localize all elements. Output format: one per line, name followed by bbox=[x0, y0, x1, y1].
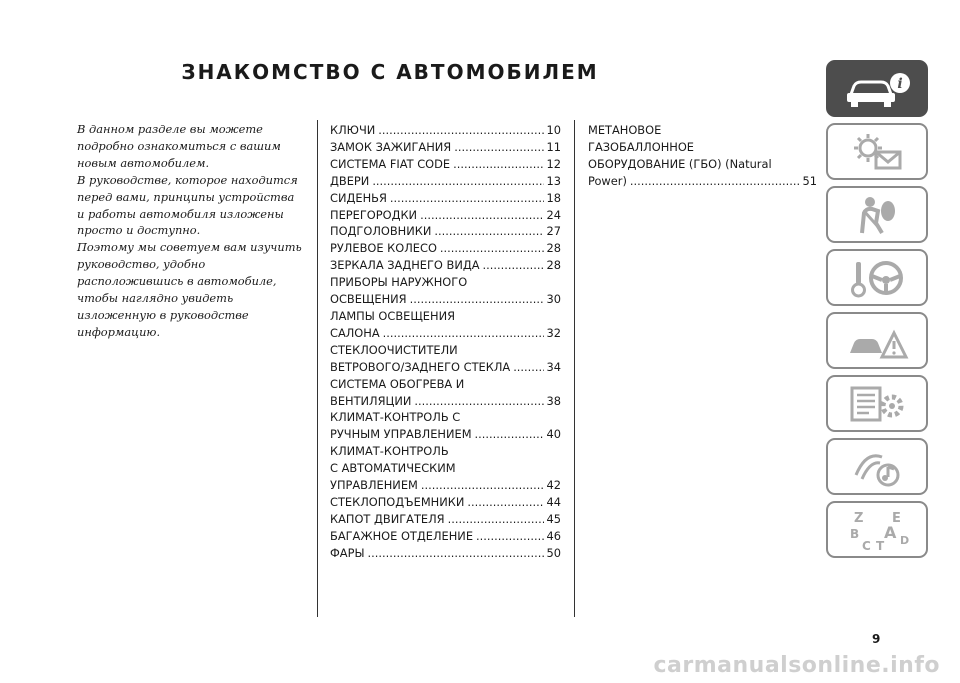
toc-entry-row bbox=[330, 511, 561, 528]
index-letter: T bbox=[876, 538, 885, 552]
intro-paragraph: В руководстве, которое находится перед вами, принципы устройства и работы автомобиля изложены просто и доступно. bbox=[77, 172, 298, 238]
dot-leader bbox=[476, 528, 543, 545]
toc-page-number: 28 bbox=[546, 258, 561, 273]
dot-leader bbox=[414, 393, 543, 410]
dot-leader bbox=[448, 511, 544, 528]
toc-entry-row bbox=[330, 207, 561, 224]
toc-entry-row bbox=[330, 325, 561, 342]
toc-entry[interactable] bbox=[330, 223, 561, 240]
toc-entry[interactable] bbox=[330, 173, 561, 190]
intro-paragraph: В данном разделе вы можете подробно ознакомиться с вашим новым автомобилем. bbox=[77, 122, 281, 170]
page-title: ЗНАКОМСТВО С АВТОМОБИЛЕМ bbox=[181, 60, 599, 84]
index-letter: Z bbox=[854, 510, 864, 526]
toc-entry-title: БАГАЖНОЕ ОТДЕЛЕНИЕ bbox=[330, 528, 474, 543]
toc-entry-title: УПРАВЛЕНИЕМ bbox=[330, 478, 418, 493]
toc-entry-title: ОБОРУДОВАНИЕ (ГБО) (Natural bbox=[588, 156, 772, 171]
toc-entry-row bbox=[330, 528, 561, 545]
toc-entry-row bbox=[330, 426, 561, 443]
toc-entry-row bbox=[330, 359, 561, 376]
table-of-contents bbox=[330, 122, 561, 562]
toc-page-number: 13 bbox=[546, 173, 561, 188]
intro-paragraph: Поэтому мы советуем вам изучить руководство, удобно расположившись в автомобиле, чтобы наглядно увидеть изложенную в руководстве информацию. bbox=[77, 240, 302, 339]
toc-entry-title: КЛИМАТ-КОНТРОЛЬ С bbox=[330, 410, 461, 425]
dot-leader bbox=[630, 173, 800, 190]
toc-entry-title: КАПОТ ДВИГАТЕЛЯ bbox=[330, 511, 445, 526]
dot-leader bbox=[383, 325, 544, 342]
toc-entry[interactable] bbox=[330, 342, 561, 376]
toc-entry[interactable] bbox=[330, 511, 561, 528]
dot-leader bbox=[440, 240, 544, 257]
tab-safety[interactable] bbox=[826, 186, 928, 243]
toc-page-number: 50 bbox=[546, 545, 561, 560]
toc-entry[interactable] bbox=[330, 376, 561, 410]
tab-starting-driving[interactable] bbox=[826, 249, 928, 306]
toc-entry-row bbox=[330, 393, 561, 410]
warning-lights-envelope-icon bbox=[842, 130, 912, 174]
svg-text:i: i bbox=[897, 75, 903, 92]
column-divider bbox=[317, 120, 318, 617]
toc-entry-row bbox=[330, 139, 561, 156]
toc-entry-row bbox=[330, 190, 561, 207]
toc-entry-title: ЗЕРКАЛА ЗАДНЕГО ВИДА bbox=[330, 258, 480, 273]
toc-entry-title: СИСТЕМА ОБОГРЕВА И bbox=[330, 376, 465, 391]
toc-entry-title: СИСТЕМА FIAT CODE bbox=[330, 156, 451, 171]
toc-entry[interactable] bbox=[330, 122, 561, 139]
toc-entry[interactable] bbox=[330, 139, 561, 156]
index-letter: E bbox=[892, 510, 901, 526]
toc-page-number: 18 bbox=[546, 190, 561, 205]
dot-leader bbox=[475, 426, 544, 443]
toc-page-number: 11 bbox=[546, 139, 561, 154]
toc-entry[interactable] bbox=[330, 528, 561, 545]
toc-entry[interactable] bbox=[330, 207, 561, 224]
toc-entry-title: ЗАМОК ЗАЖИГАНИЯ bbox=[330, 139, 452, 154]
toc-entry-title: ПОДГОЛОВНИКИ bbox=[330, 224, 432, 239]
toc-entry-title: ОСВЕЩЕНИЯ bbox=[330, 292, 407, 307]
toc-entry-title: ВЕНТИЛЯЦИИ bbox=[330, 393, 412, 408]
toc-entry-row bbox=[330, 291, 561, 308]
toc-entry-title: СТЕКЛООЧИСТИТЕЛИ bbox=[330, 342, 458, 357]
alphabetical-index-icon bbox=[842, 508, 912, 552]
toc-entry-row bbox=[330, 122, 561, 139]
toc-page-number: 30 bbox=[546, 292, 561, 307]
toc-page-number: 34 bbox=[546, 359, 561, 374]
toc-entry-row bbox=[330, 156, 561, 173]
dot-leader bbox=[390, 190, 544, 207]
toc-entry-row bbox=[330, 545, 561, 562]
toc-entry-title: ВЕТРОВОГО/ЗАДНЕГО СТЕКЛА bbox=[330, 359, 511, 374]
toc-entry-title: СТЕКЛОПОДЪЕМНИКИ bbox=[330, 494, 465, 509]
car-info-icon bbox=[842, 67, 912, 111]
toc-page-number: 38 bbox=[546, 393, 561, 408]
toc-entry-title: ПРИБОРЫ НАРУЖНОГО bbox=[330, 275, 468, 290]
toc-page-number: 42 bbox=[546, 478, 561, 493]
intro-text bbox=[77, 121, 302, 341]
toc-entry-title: КЛЮЧИ bbox=[330, 123, 376, 137]
seat-belt-airbag-icon bbox=[842, 193, 912, 237]
toc-entry-title: КЛИМАТ-КОНТРОЛЬ bbox=[330, 444, 449, 459]
toc-entry[interactable] bbox=[330, 257, 561, 274]
index-letter: B bbox=[850, 526, 860, 541]
toc-entry-title: ПЕРЕГОРОДКИ bbox=[330, 207, 418, 222]
toc-entry[interactable] bbox=[330, 443, 561, 494]
index-letter: A bbox=[884, 522, 897, 542]
index-letter: C bbox=[862, 538, 871, 552]
toc-entry-title: САЛОНА bbox=[330, 325, 380, 340]
dot-leader bbox=[434, 223, 543, 240]
toc-page-number: 10 bbox=[546, 123, 561, 137]
toc-entry-row bbox=[330, 477, 561, 494]
column-divider bbox=[574, 120, 575, 617]
toc-entry-row bbox=[330, 223, 561, 240]
tab-index[interactable] bbox=[826, 501, 928, 558]
toc-entry-title: МЕТАНОВОЕ bbox=[588, 123, 662, 137]
dot-leader bbox=[410, 291, 544, 308]
toc-entry-title: РУЧНЫМ УПРАВЛЕНИЕМ bbox=[330, 427, 472, 442]
dot-leader bbox=[421, 477, 544, 494]
toc-entry-title: Power) bbox=[588, 173, 627, 188]
toc-entry[interactable] bbox=[330, 240, 561, 257]
toc-entry[interactable] bbox=[330, 156, 561, 173]
toc-page-number: 45 bbox=[546, 511, 561, 526]
toc-entry-title: РУЛЕВОЕ КОЛЕСО bbox=[330, 241, 437, 256]
toc-entry[interactable] bbox=[330, 545, 561, 562]
toc-entry-row bbox=[330, 494, 561, 511]
toc-page-number: 12 bbox=[546, 156, 561, 171]
toc-page-number: 44 bbox=[546, 494, 561, 509]
dot-leader bbox=[368, 545, 544, 562]
toc-page-number: 27 bbox=[546, 224, 561, 239]
toc-entry[interactable] bbox=[588, 122, 817, 190]
toc-entry-title: ФАРЫ bbox=[330, 545, 365, 560]
toc-entry-row bbox=[330, 173, 561, 190]
toc-entry-row bbox=[330, 257, 561, 274]
toc-page-number: 51 bbox=[802, 173, 817, 188]
toc-entry[interactable] bbox=[330, 494, 561, 511]
dot-leader bbox=[467, 494, 543, 511]
page-number: 9 bbox=[872, 632, 881, 646]
audio-navigation-icon bbox=[842, 445, 912, 489]
tab-car-info[interactable] bbox=[826, 60, 928, 117]
toc-page-number: 40 bbox=[546, 427, 561, 442]
dot-leader bbox=[454, 139, 543, 156]
toc-entry[interactable] bbox=[330, 274, 561, 308]
toc-entry[interactable] bbox=[330, 308, 561, 342]
toc-entry-row bbox=[588, 173, 817, 190]
toc-entry-title: СИДЕНЬЯ bbox=[330, 190, 387, 205]
toc-entry[interactable] bbox=[330, 190, 561, 207]
toc-entry-title: ГАЗОБАЛЛОННОЕ bbox=[588, 139, 695, 154]
toc-entry[interactable] bbox=[330, 409, 561, 443]
dot-leader bbox=[483, 257, 544, 274]
dot-leader bbox=[453, 156, 543, 173]
section-tabs bbox=[826, 60, 928, 564]
tab-multimedia[interactable] bbox=[826, 438, 928, 495]
toc-entry-title: ЛАМПЫ ОСВЕЩЕНИЯ bbox=[330, 308, 456, 323]
key-steering-wheel-icon bbox=[842, 256, 912, 300]
dot-leader bbox=[372, 173, 543, 190]
toc-page-number: 32 bbox=[546, 325, 561, 340]
tab-emergency[interactable] bbox=[826, 312, 928, 369]
tab-maintenance[interactable] bbox=[826, 375, 928, 432]
tab-warning-lights[interactable] bbox=[826, 123, 928, 180]
table-of-contents bbox=[588, 122, 817, 190]
toc-entry-row bbox=[330, 240, 561, 257]
maintenance-list-gear-icon bbox=[842, 382, 912, 426]
toc-entry-title: С АВТОМАТИЧЕСКИМ bbox=[330, 461, 456, 476]
toc-entry-title: ДВЕРИ bbox=[330, 173, 370, 188]
dot-leader bbox=[420, 207, 543, 224]
toc-page-number: 46 bbox=[546, 528, 561, 543]
toc-page-number: 24 bbox=[546, 207, 561, 222]
toc-page-number: 28 bbox=[546, 241, 561, 256]
dot-leader bbox=[378, 122, 543, 139]
index-letter: D bbox=[900, 533, 910, 547]
watermark: carmanualsonline.info bbox=[653, 653, 940, 678]
accident-warning-triangle-icon bbox=[842, 319, 912, 363]
dot-leader bbox=[513, 359, 543, 376]
